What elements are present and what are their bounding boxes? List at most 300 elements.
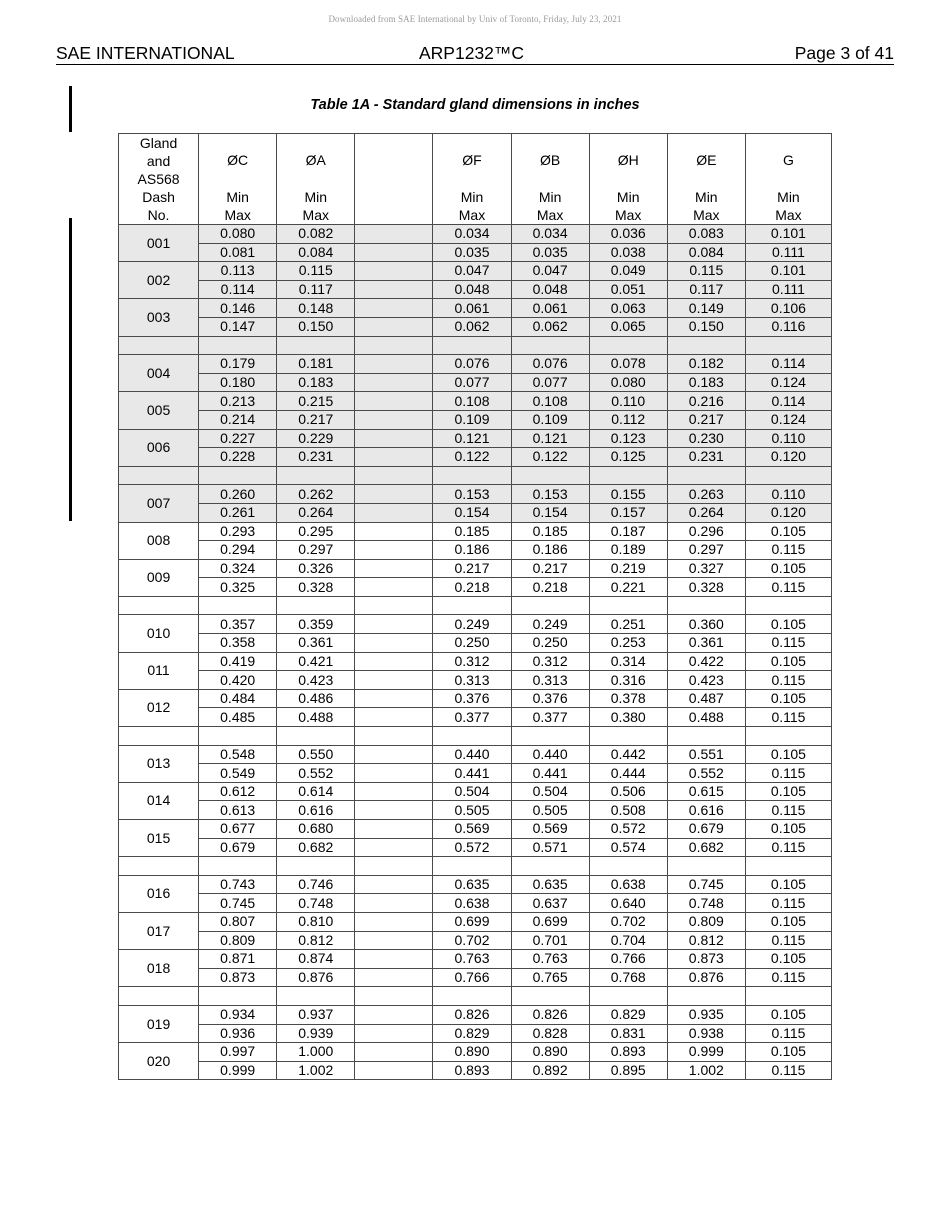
min-value-cell: 0.569	[511, 820, 589, 839]
table-row-min	[119, 429, 832, 448]
min-value-cell: 0.105	[745, 875, 831, 894]
empty-cell	[667, 987, 745, 1006]
min-value-cell: 0.677	[199, 820, 277, 839]
max-value-cell	[355, 931, 433, 950]
table-row-max	[119, 317, 832, 336]
max-value-cell: 0.999	[199, 1061, 277, 1080]
min-value-cell: 0.702	[589, 912, 667, 931]
min-value-cell: 0.743	[199, 875, 277, 894]
min-value-cell: 0.484	[199, 689, 277, 708]
max-value-cell: 0.682	[667, 838, 745, 857]
min-value-cell: 0.699	[511, 912, 589, 931]
max-value-cell: 0.297	[667, 541, 745, 560]
min-value-cell: 0.766	[589, 950, 667, 969]
table-row-max	[119, 280, 832, 299]
table-row-max	[119, 764, 832, 783]
max-value-cell: 0.766	[433, 968, 511, 987]
max-value-cell: 0.938	[667, 1024, 745, 1043]
min-value-cell: 0.293	[199, 522, 277, 541]
max-value-cell: 0.876	[667, 968, 745, 987]
dash-number-cell: 004	[119, 355, 199, 392]
min-value-cell: 0.763	[511, 950, 589, 969]
min-value-cell: 0.810	[277, 912, 355, 931]
empty-cell	[199, 336, 277, 355]
dash-number-cell: 014	[119, 782, 199, 819]
min-value-cell: 0.680	[277, 820, 355, 839]
max-value-cell: 0.115	[745, 764, 831, 783]
min-value-cell: 0.504	[511, 782, 589, 801]
min-value-cell: 0.076	[433, 355, 511, 374]
table-row-min	[119, 522, 832, 541]
max-value-cell: 0.115	[745, 671, 831, 690]
min-value-cell: 0.745	[667, 875, 745, 894]
empty-cell	[277, 596, 355, 615]
table-row-min	[119, 875, 832, 894]
min-value-cell: 0.108	[511, 392, 589, 411]
min-value-cell: 0.422	[667, 652, 745, 671]
empty-cell	[277, 336, 355, 355]
min-value-cell: 0.105	[745, 782, 831, 801]
min-value-cell: 0.376	[433, 689, 511, 708]
min-value-cell: 0.153	[433, 485, 511, 504]
max-value-cell: 0.077	[511, 373, 589, 392]
min-value-cell: 0.114	[745, 355, 831, 374]
max-value-cell: 0.748	[277, 894, 355, 913]
min-value-cell: 0.807	[199, 912, 277, 931]
max-value-cell	[355, 1024, 433, 1043]
table-row-max	[119, 801, 832, 820]
table-row-max	[119, 1024, 832, 1043]
max-value-cell	[355, 243, 433, 262]
table-row-min	[119, 1043, 832, 1062]
empty-cell	[355, 987, 433, 1006]
column-symbol: ØE	[696, 152, 717, 168]
max-value-cell: 0.873	[199, 968, 277, 987]
max-value-cell: 0.048	[433, 280, 511, 299]
min-value-cell: 0.251	[589, 615, 667, 634]
min-value-cell: 0.123	[589, 429, 667, 448]
min-value-cell: 0.314	[589, 652, 667, 671]
min-value-cell: 0.551	[667, 745, 745, 764]
min-value-cell	[355, 299, 433, 318]
min-value-cell: 0.249	[433, 615, 511, 634]
empty-cell	[277, 727, 355, 746]
max-value-cell	[355, 801, 433, 820]
max-value-cell: 0.250	[511, 634, 589, 653]
min-value-cell: 0.110	[589, 392, 667, 411]
empty-cell	[589, 857, 667, 876]
max-value-cell: 0.218	[511, 578, 589, 597]
max-value-cell: 0.616	[667, 801, 745, 820]
min-value-cell: 0.826	[433, 1005, 511, 1024]
empty-cell	[589, 596, 667, 615]
max-value-cell: 0.313	[433, 671, 511, 690]
max-value-cell: 1.002	[667, 1061, 745, 1080]
column-max-label: Max	[775, 207, 802, 223]
max-value-cell: 0.186	[433, 541, 511, 560]
min-value-cell: 0.101	[745, 225, 831, 244]
max-value-cell: 0.115	[745, 634, 831, 653]
min-value-cell: 0.378	[589, 689, 667, 708]
min-value-cell: 0.219	[589, 559, 667, 578]
table-header	[119, 134, 832, 225]
min-value-cell: 0.326	[277, 559, 355, 578]
column-header	[745, 134, 831, 225]
min-value-cell: 0.376	[511, 689, 589, 708]
empty-cell	[119, 466, 199, 485]
max-value-cell: 1.002	[277, 1061, 355, 1080]
max-value-cell: 0.077	[433, 373, 511, 392]
min-value-cell: 0.809	[667, 912, 745, 931]
min-value-cell: 0.078	[589, 355, 667, 374]
empty-cell	[119, 336, 199, 355]
spacer-row	[119, 857, 832, 876]
max-value-cell: 0.109	[433, 410, 511, 429]
max-value-cell: 0.505	[433, 801, 511, 820]
table-row-max	[119, 634, 832, 653]
min-value-cell: 0.635	[511, 875, 589, 894]
empty-cell	[589, 466, 667, 485]
min-value-cell: 0.312	[511, 652, 589, 671]
min-value-cell: 0.063	[589, 299, 667, 318]
dash-number-cell: 002	[119, 262, 199, 299]
min-value-cell: 0.082	[277, 225, 355, 244]
table-row-min	[119, 299, 832, 318]
min-value-cell: 0.181	[277, 355, 355, 374]
table-row-max	[119, 410, 832, 429]
max-value-cell: 0.065	[589, 317, 667, 336]
table-row-max	[119, 931, 832, 950]
page-number: Page 3 of 41	[794, 43, 894, 63]
max-value-cell	[355, 541, 433, 560]
column-header	[589, 134, 667, 225]
dash-number-cell: 001	[119, 225, 199, 262]
min-value-cell: 0.121	[433, 429, 511, 448]
max-value-cell: 0.682	[277, 838, 355, 857]
min-value-cell: 0.746	[277, 875, 355, 894]
empty-cell	[277, 466, 355, 485]
empty-cell	[199, 857, 277, 876]
empty-cell	[199, 987, 277, 1006]
min-value-cell: 0.114	[745, 392, 831, 411]
min-value-cell: 0.115	[277, 262, 355, 281]
max-value-cell	[355, 578, 433, 597]
document-number: ARP1232™C	[419, 43, 525, 63]
min-value-cell: 0.049	[589, 262, 667, 281]
max-value-cell: 0.361	[277, 634, 355, 653]
max-value-cell: 0.638	[433, 894, 511, 913]
empty-cell	[667, 857, 745, 876]
max-value-cell: 0.552	[277, 764, 355, 783]
column-header	[511, 134, 589, 225]
empty-cell	[589, 336, 667, 355]
dash-number-cell: 010	[119, 615, 199, 652]
table-row-max	[119, 503, 832, 522]
max-value-cell	[355, 894, 433, 913]
max-value-cell	[355, 503, 433, 522]
max-value-cell: 0.812	[667, 931, 745, 950]
max-value-cell: 0.051	[589, 280, 667, 299]
min-value-cell: 0.185	[511, 522, 589, 541]
table-row-min	[119, 485, 832, 504]
min-value-cell: 0.213	[199, 392, 277, 411]
min-value-cell: 0.101	[745, 262, 831, 281]
gland-header-line: Dash	[142, 189, 175, 205]
column-symbol: ØH	[617, 152, 639, 168]
min-value-cell: 0.216	[667, 392, 745, 411]
dash-number-cell: 008	[119, 522, 199, 559]
max-value-cell: 0.892	[511, 1061, 589, 1080]
max-value-cell: 0.115	[745, 894, 831, 913]
column-symbol: ØC	[227, 152, 249, 168]
max-value-cell: 0.939	[277, 1024, 355, 1043]
dash-number-cell: 013	[119, 745, 199, 782]
max-value-cell: 0.084	[667, 243, 745, 262]
min-value-cell: 0.419	[199, 652, 277, 671]
max-value-cell: 0.221	[589, 578, 667, 597]
table-row-min	[119, 652, 832, 671]
max-value-cell: 0.109	[511, 410, 589, 429]
column-max-label: Max	[614, 207, 642, 223]
column-symbol: ØF	[462, 152, 482, 168]
max-value-cell: 0.768	[589, 968, 667, 987]
max-value-cell: 0.120	[745, 503, 831, 522]
min-value-cell: 0.934	[199, 1005, 277, 1024]
min-value-cell: 0.110	[745, 485, 831, 504]
min-value-cell	[355, 745, 433, 764]
max-value-cell: 0.122	[433, 448, 511, 467]
min-value-cell: 0.215	[277, 392, 355, 411]
min-value-cell: 0.679	[667, 820, 745, 839]
empty-cell	[355, 857, 433, 876]
table-row-max	[119, 541, 832, 560]
max-value-cell: 0.048	[511, 280, 589, 299]
min-value-cell: 0.146	[199, 299, 277, 318]
min-value-cell: 0.187	[589, 522, 667, 541]
min-value-cell: 0.295	[277, 522, 355, 541]
empty-cell	[511, 727, 589, 746]
min-value-cell: 0.548	[199, 745, 277, 764]
max-value-cell: 0.704	[589, 931, 667, 950]
max-value-cell: 0.701	[511, 931, 589, 950]
column-min-label: Min	[777, 189, 800, 205]
empty-cell	[589, 727, 667, 746]
min-value-cell: 0.486	[277, 689, 355, 708]
empty-cell	[745, 336, 831, 355]
min-value-cell	[355, 950, 433, 969]
download-watermark: Downloaded from SAE International by Univ of Toronto, Friday, July 23, 2021	[328, 14, 622, 24]
max-value-cell: 0.358	[199, 634, 277, 653]
min-value-cell: 0.115	[667, 262, 745, 281]
max-value-cell: 0.180	[199, 373, 277, 392]
empty-cell	[667, 596, 745, 615]
empty-cell	[589, 987, 667, 1006]
max-value-cell: 0.616	[277, 801, 355, 820]
column-header	[277, 134, 355, 225]
min-value-cell: 0.324	[199, 559, 277, 578]
min-value-cell: 0.105	[745, 652, 831, 671]
empty-cell	[119, 596, 199, 615]
spacer-row	[119, 596, 832, 615]
max-value-cell: 0.828	[511, 1024, 589, 1043]
max-value-cell	[355, 373, 433, 392]
max-value-cell: 0.150	[277, 317, 355, 336]
min-value-cell: 0.312	[433, 652, 511, 671]
min-value-cell: 0.871	[199, 950, 277, 969]
column-max-label: Max	[693, 207, 720, 223]
empty-cell	[745, 466, 831, 485]
table-row-max	[119, 243, 832, 262]
empty-cell	[119, 987, 199, 1006]
column-header	[199, 134, 277, 225]
dash-number-cell: 015	[119, 820, 199, 857]
table-row-max	[119, 968, 832, 987]
max-value-cell: 0.441	[511, 764, 589, 783]
dash-number-cell: 017	[119, 912, 199, 949]
max-value-cell: 0.936	[199, 1024, 277, 1043]
column-min-label: Min	[304, 189, 328, 205]
page-header	[56, 43, 894, 65]
max-value-cell: 0.111	[745, 243, 831, 262]
table-caption: Table 1A - Standard gland dimensions in inches	[310, 97, 640, 113]
max-value-cell: 0.154	[511, 503, 589, 522]
table-row-max	[119, 708, 832, 727]
min-value-cell: 0.034	[433, 225, 511, 244]
empty-cell	[277, 857, 355, 876]
min-value-cell: 0.083	[667, 225, 745, 244]
dash-number-cell: 020	[119, 1043, 199, 1080]
max-value-cell: 0.485	[199, 708, 277, 727]
min-value-cell: 0.229	[277, 429, 355, 448]
min-value-cell: 0.227	[199, 429, 277, 448]
min-value-cell	[355, 615, 433, 634]
max-value-cell: 0.111	[745, 280, 831, 299]
empty-cell	[511, 596, 589, 615]
empty-cell	[433, 596, 511, 615]
min-value-cell: 0.105	[745, 615, 831, 634]
empty-cell	[199, 466, 277, 485]
empty-cell	[199, 727, 277, 746]
table-row-max	[119, 671, 832, 690]
table-row-max	[119, 373, 832, 392]
dash-number-cell: 007	[119, 485, 199, 522]
table-row-min	[119, 820, 832, 839]
empty-cell	[355, 727, 433, 746]
max-value-cell: 0.122	[511, 448, 589, 467]
spacer-row	[119, 727, 832, 746]
min-value-cell: 0.614	[277, 782, 355, 801]
max-value-cell: 0.124	[745, 373, 831, 392]
min-value-cell: 0.504	[433, 782, 511, 801]
min-value-cell: 0.061	[511, 299, 589, 318]
max-value-cell: 0.253	[589, 634, 667, 653]
column-min-label: Min	[695, 189, 718, 205]
min-value-cell: 0.105	[745, 522, 831, 541]
table-row-min	[119, 745, 832, 764]
max-value-cell: 0.380	[589, 708, 667, 727]
max-value-cell: 0.062	[511, 317, 589, 336]
max-value-cell: 0.679	[199, 838, 277, 857]
min-value-cell: 0.185	[433, 522, 511, 541]
empty-cell	[745, 727, 831, 746]
max-value-cell: 0.115	[745, 838, 831, 857]
min-value-cell: 0.699	[433, 912, 511, 931]
min-value-cell	[355, 225, 433, 244]
min-value-cell: 0.937	[277, 1005, 355, 1024]
max-value-cell	[355, 280, 433, 299]
max-value-cell: 0.115	[745, 541, 831, 560]
min-value-cell: 0.873	[667, 950, 745, 969]
table-row-max	[119, 1061, 832, 1080]
min-value-cell: 0.179	[199, 355, 277, 374]
min-value-cell: 0.155	[589, 485, 667, 504]
min-value-cell: 0.612	[199, 782, 277, 801]
empty-cell	[667, 466, 745, 485]
max-value-cell: 0.115	[745, 708, 831, 727]
max-value-cell	[355, 968, 433, 987]
gland-header-line: No.	[147, 207, 170, 223]
min-value-cell: 0.105	[745, 820, 831, 839]
empty-cell	[119, 727, 199, 746]
min-value-cell: 0.572	[589, 820, 667, 839]
min-value-cell	[355, 355, 433, 374]
dash-number-cell: 005	[119, 392, 199, 429]
min-value-cell: 0.110	[745, 429, 831, 448]
min-value-cell: 0.357	[199, 615, 277, 634]
min-value-cell: 0.763	[433, 950, 511, 969]
max-value-cell: 0.125	[589, 448, 667, 467]
max-value-cell: 0.115	[745, 801, 831, 820]
table-row-max	[119, 894, 832, 913]
table-row-min	[119, 225, 832, 244]
table-row-min	[119, 262, 832, 281]
max-value-cell	[355, 1061, 433, 1080]
min-value-cell: 0.080	[199, 225, 277, 244]
max-value-cell: 0.250	[433, 634, 511, 653]
min-value-cell	[355, 392, 433, 411]
spacer-row	[119, 987, 832, 1006]
max-value-cell	[355, 448, 433, 467]
table-row-max	[119, 578, 832, 597]
max-value-cell: 0.831	[589, 1024, 667, 1043]
empty-cell	[745, 596, 831, 615]
max-value-cell	[355, 838, 433, 857]
max-value-cell: 0.549	[199, 764, 277, 783]
empty-cell	[511, 987, 589, 1006]
min-value-cell: 0.440	[511, 745, 589, 764]
gland-dash-header	[119, 134, 199, 225]
min-value-cell: 0.935	[667, 1005, 745, 1024]
table-row-min	[119, 689, 832, 708]
min-value-cell	[355, 485, 433, 504]
max-value-cell: 0.264	[667, 503, 745, 522]
min-value-cell: 0.105	[745, 559, 831, 578]
min-value-cell: 0.108	[433, 392, 511, 411]
max-value-cell: 0.488	[277, 708, 355, 727]
max-value-cell: 0.702	[433, 931, 511, 950]
column-min-label: Min	[616, 189, 640, 205]
max-value-cell: 0.572	[433, 838, 511, 857]
header-row	[119, 134, 832, 225]
min-value-cell: 0.230	[667, 429, 745, 448]
table-row-min	[119, 782, 832, 801]
min-value-cell: 0.105	[745, 950, 831, 969]
empty-cell	[277, 987, 355, 1006]
min-value-cell: 0.153	[511, 485, 589, 504]
column-header	[667, 134, 745, 225]
max-value-cell: 0.640	[589, 894, 667, 913]
max-value-cell: 0.297	[277, 541, 355, 560]
